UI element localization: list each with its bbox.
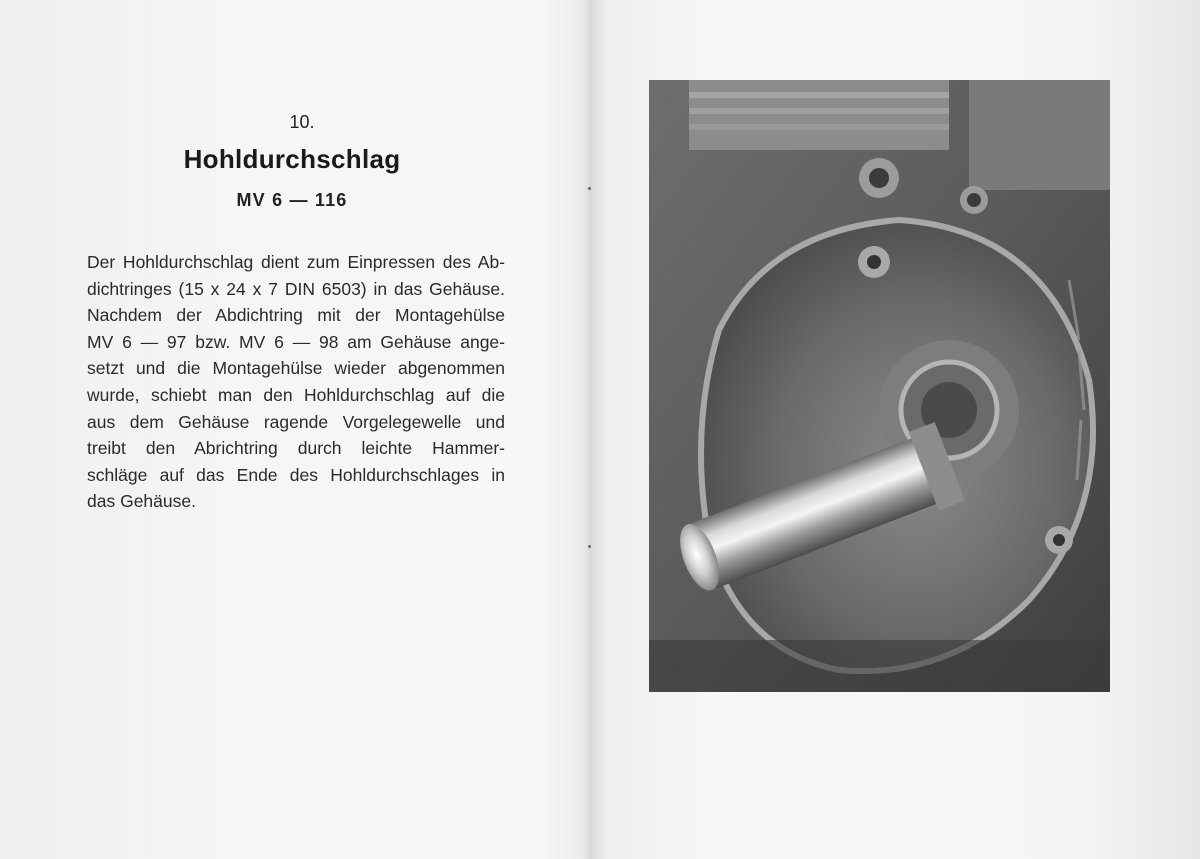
body-line: dichtringes (15 x 24 x 7 DIN 6503) in das Gehäuse. [87, 278, 505, 299]
body-line: aus dem Gehäuse ragende Vorgelegewelle und [87, 411, 505, 432]
body-line: Der Hohldurchschlag dient zum Einpressen des Ab- [87, 252, 505, 272]
body-line: MV 6 — 97 bzw. MV 6 — 98 am Gehäuse ange- [87, 331, 505, 352]
page-number: 10. [289, 112, 315, 132]
engine-photo [649, 80, 1110, 692]
body-line: Nachdem der Abdichtring mit der Montagehülse [87, 305, 505, 326]
binding-mark [588, 545, 591, 548]
page-title: Hohldurchschlag [183, 144, 401, 174]
body-line: das Gehäuse. [87, 491, 196, 512]
photo-illustration [649, 80, 1110, 692]
part-number: MV 6 — 116 [236, 190, 348, 210]
body-line: schläge auf das Ende des Hohldurchschlages in [87, 464, 505, 485]
body-line: setzt und die Montagehülse wieder abgenommen [87, 358, 505, 379]
body-paragraph [87, 249, 505, 515]
left-page [0, 0, 592, 859]
binding-mark [588, 187, 591, 190]
body-line: wurde, schiebt man den Hohldurchschlag auf die [87, 384, 505, 405]
right-page [592, 0, 1200, 859]
body-line: treibt den Abrichtring durch leichte Hammer- [87, 438, 505, 459]
